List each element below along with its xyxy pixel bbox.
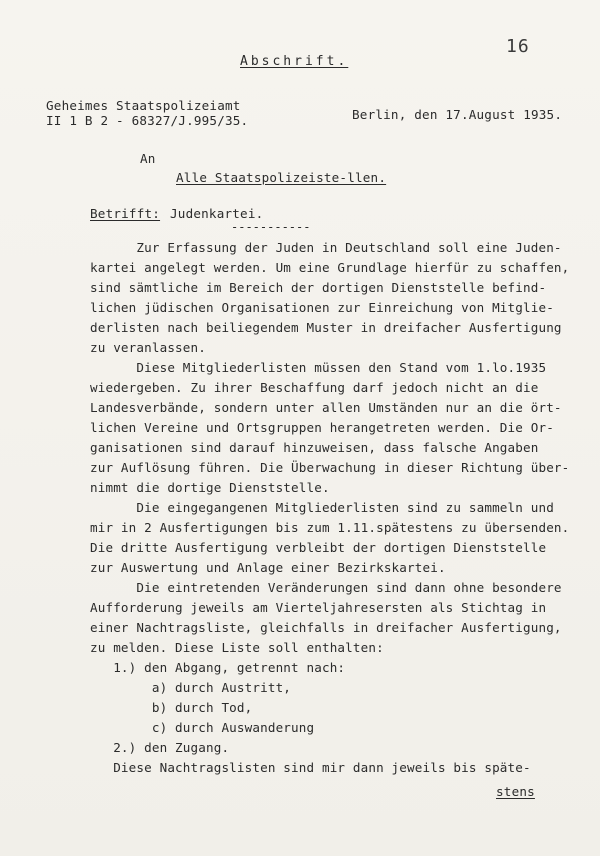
body-line: Die eingegangenen Mitgliederlisten sind zu sammeln und [90,500,554,515]
body-line: lichen Vereine und Ortsgruppen herangetreten werden. Die Or- [90,420,554,435]
body-line: kartei angelegt werden. Um eine Grundlage hierfür zu schaffen, [90,260,570,275]
subject-value: Judenkartei. [170,206,264,221]
sender-reference: II 1 B 2 - 68327/J.995/35. [46,113,249,128]
body-line: Die eintretenden Veränderungen sind dann ohne besondere [90,580,562,595]
body-line: derlisten nach beiliegendem Muster in dreifacher Ausfertigung [90,320,562,335]
body-text [90,240,590,800]
body-line: a) durch Austritt, [90,680,292,695]
body-line: zu melden. Diese Liste soll enthalten: [90,640,384,655]
body-line: Diese Mitgliederlisten müssen den Stand vom 1.lo.1935 [90,360,547,375]
sender-office: Geheimes Staatspolizeiamt [46,98,241,113]
body-line: Diese Nachtragslisten sind mir dann jeweils bis späte- [90,760,531,775]
body-line: zu veranlassen. [90,340,206,355]
body-line: zur Auswertung und Anlage einer Bezirkskartei. [90,560,446,575]
body-line: Die dritte Ausfertigung verbleibt der dortigen Dienststelle [90,540,547,555]
subject-label: Betrifft: [90,206,161,221]
body-line: einer Nachtragsliste, gleichfalls in dreifacher Ausfertigung, [90,620,562,635]
body-line: c) durch Auswanderung [90,720,315,735]
body-line: ganisationen sind darauf hinzuweisen, dass falsche Angaben [90,440,539,455]
recipient: Alle Staatspolizeiste-llen. [176,170,387,185]
body-line: Aufforderung jeweils am Vierteljahresersten als Stichtag in [90,600,547,615]
document-title: Abschrift. [240,54,349,69]
body-line: nimmt die dortige Dienststelle. [90,480,330,495]
body-line: wiedergeben. Zu ihrer Beschaffung darf jedoch nicht an die [90,380,539,395]
body-line: Zur Erfassung der Juden in Deutschland soll eine Juden- [90,240,562,255]
body-line: sind sämtliche im Bereich der dortigen Dienststelle befind- [90,280,547,295]
body-line: mir in 2 Ausfertigungen bis zum 1.11.spätestens zu übersenden. [90,520,570,535]
body-line: zur Auflösung führen. Die Überwachung in dieser Richtung über- [90,460,570,475]
body-line: b) durch Tod, [90,700,253,715]
body-line: 1.) den Abgang, getrennt nach: [90,660,346,675]
body-line: lichen jüdischen Organisationen zur Einreichung von Mitglie- [90,300,554,315]
body-line: Landesverbände, sondern unter allen Umständen nur an die ört- [90,400,562,415]
body-line: 2.) den Zugang. [90,740,230,755]
document-date: Berlin, den 17.August 1935. [352,107,563,122]
subject-rule: ----------- [231,220,311,234]
page-number: 16 [506,36,530,57]
recipient-prefix: An [140,151,156,166]
catchword: stens [496,784,535,799]
